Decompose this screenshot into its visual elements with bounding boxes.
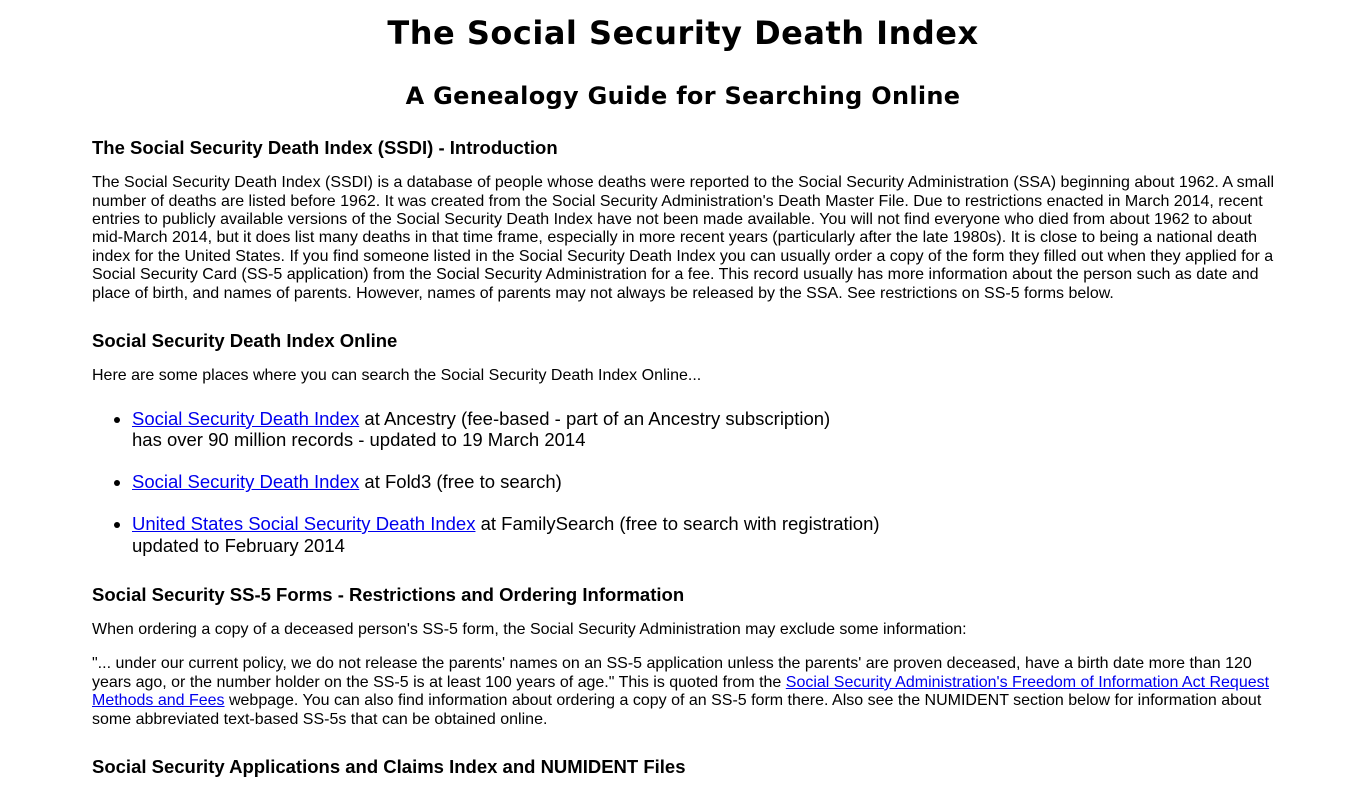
list-item-line2: updated to February 2014 xyxy=(132,534,345,556)
list-item-text: at FamilySearch (free to search with registration) xyxy=(475,513,880,535)
ss5-quote-text-after: webpage. You can also find information about ordering a copy of an SS-5 form there. Also see the NUMIDENT section below for information about some abbreviated text-based SS-5s that can be obtained online. xyxy=(92,692,1262,728)
ss5-quote-paragraph xyxy=(92,655,1274,729)
intro-paragraph: The Social Security Death Index (SSDI) is a database of people whose deaths were reported to the Social Security Administration (SSA) beginning about 1962. A small number of deaths are listed before 1962. It was created from the Social Security Administration's Death Master File. Due to restrictions enacted in March 2014, recent entries to publicly available versions of the Social Security Death Index have not been made available. You will not find everyone who died from about 1962 to about mid-March 2014, but it does list many deaths in that time frame, especially in more recent years (particularly after the late 1980s). It is close to being a national death index for the United States. If you find someone listed in the Social Security Death Index you can usually order a copy of the form they filled out when they applied for a Social Security Card (SS-5 application) from the Social Security Administration for a fee. This record usually has more information about the person such as date and place of birth, and names of parents. However, names of parents may not always be released by the SSA. See restrictions on SS-5 forms below. xyxy=(92,174,1274,302)
page-title: The Social Security Death Index xyxy=(387,14,979,52)
online-heading: Social Security Death Index Online xyxy=(92,330,398,351)
foia-request-link[interactable]: Social Security Administration's Freedom of Information Act Request Methods and Fees xyxy=(92,673,1270,710)
ss5-quote-text-before: "... under our current policy, we do not release the parents' names on an SS-5 application unless the parents' are proven deceased, have a birth date more than 120 years ago, or the number holder on the SS-5 is at least 100 years of age." This is quoted from the xyxy=(92,655,1252,691)
ssdi-fold3-link[interactable]: Social Security Death Index xyxy=(132,471,360,493)
ssdi-familysearch-link[interactable]: United States Social Security Death Index xyxy=(132,513,476,535)
ssdi-ancestry-link[interactable]: Social Security Death Index xyxy=(132,407,360,429)
ss5-lead: When ordering a copy of a deceased person's SS-5 form, the Social Security Administration may exclude some information: xyxy=(92,621,967,639)
page-subtitle: A Genealogy Guide for Searching Online xyxy=(405,82,961,110)
list-item-text: at Ancestry (fee-based - part of an Ancestry subscription) xyxy=(359,407,831,429)
list-item-ancestry xyxy=(132,408,1274,452)
intro-heading: The Social Security Death Index (SSDI) - Introduction xyxy=(92,137,558,158)
page-content xyxy=(92,14,1274,777)
online-lead: Here are some places where you can search the Social Security Death Index Online... xyxy=(92,367,702,385)
ssdi-online-list xyxy=(92,408,1274,557)
ss5-heading: Social Security SS-5 Forms - Restrictions and Ordering Information xyxy=(92,583,685,605)
list-item-fold3 xyxy=(132,471,1274,493)
list-item-text: at Fold3 (free to search) xyxy=(359,471,562,493)
list-item-line2: has over 90 million records - updated to 19 March 2014 xyxy=(132,429,586,451)
numident-heading: Social Security Applications and Claims Index and NUMIDENT Files xyxy=(92,756,686,778)
list-item-familysearch xyxy=(132,513,1274,557)
